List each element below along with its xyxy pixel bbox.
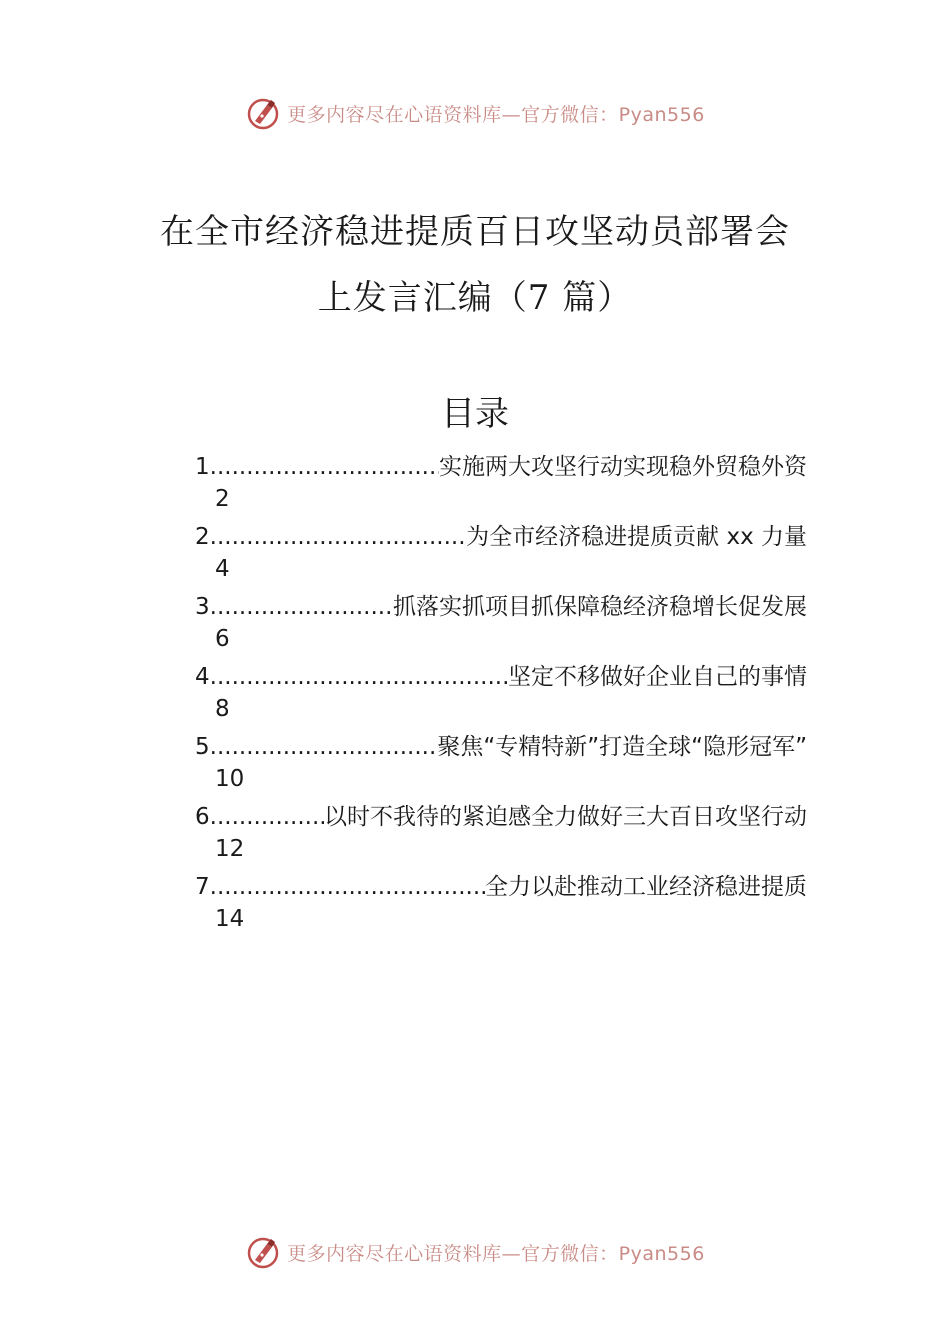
toc-title: 聚焦“专精特新”打造全球“隐形冠军”: [437, 734, 807, 760]
toc-entry-7[interactable]: [195, 870, 807, 940]
header-watermark: [0, 95, 950, 131]
toc-title: 为全市经济稳进提质贡献 xx 力量: [466, 524, 807, 550]
toc-page-number: 2: [215, 486, 230, 512]
toc-page-number: 8: [215, 696, 230, 722]
toc-number: 7: [195, 874, 210, 900]
toc-number: 2: [195, 524, 210, 550]
pen-nib-logo-icon: [245, 1234, 281, 1270]
toc-leader-dots: [210, 520, 467, 554]
toc-leader-dots: [210, 450, 439, 484]
toc-title: 坚定不移做好企业自己的事情: [508, 664, 807, 690]
toc-number: 5: [195, 734, 210, 760]
toc-page-number: 10: [215, 766, 245, 792]
toc-number: 3: [195, 594, 210, 620]
toc-title: 实施两大攻坚行动实现稳外贸稳外资: [439, 454, 807, 480]
toc-leader-dots: [210, 660, 508, 694]
toc-entry-5[interactable]: [195, 730, 807, 800]
toc-number: 1: [195, 454, 210, 480]
toc-page-number: 6: [215, 626, 230, 652]
toc-page-number: 4: [215, 556, 230, 582]
document-title-line-1: 在全市经济稳进提质百日攻坚动员部署会: [160, 212, 790, 252]
toc-page-number: 14: [215, 906, 245, 932]
toc-entry-4[interactable]: [195, 660, 807, 730]
watermark-text: 更多内容尽在心语资料库—官方微信：Pyan556: [287, 103, 705, 126]
toc-entry-3[interactable]: [195, 590, 807, 660]
toc-entry-2[interactable]: [195, 520, 807, 590]
toc-title: 以时不我待的紧迫感全力做好三大百日攻坚行动: [324, 804, 807, 830]
toc-leader-dots: [210, 730, 438, 764]
toc-leader-dots: [210, 590, 393, 624]
toc-heading: 目录: [441, 394, 509, 434]
watermark-text: 更多内容尽在心语资料库—官方微信：Pyan556: [287, 1242, 705, 1265]
toc-title: 全力以赴推动工业经济稳进提质: [485, 874, 807, 900]
toc-title: 抓落实抓项目抓保障稳经济稳增长促发展: [393, 594, 807, 620]
toc-entry-6[interactable]: [195, 800, 807, 870]
toc-number: 6: [195, 804, 210, 830]
wechat-id: Pyan556: [618, 103, 705, 126]
toc-number: 4: [195, 664, 210, 690]
footer-watermark: [0, 1234, 950, 1270]
toc-page-number: 12: [215, 836, 245, 862]
document-title-line-2: 上发言汇编（7 篇）: [317, 278, 633, 318]
pen-nib-logo-icon: [245, 95, 281, 131]
toc-leader-dots: [210, 800, 324, 834]
toc-entry-1[interactable]: [195, 450, 807, 520]
toc-leader-dots: [210, 870, 485, 904]
table-of-contents: [195, 450, 807, 940]
wechat-id: Pyan556: [618, 1242, 705, 1265]
